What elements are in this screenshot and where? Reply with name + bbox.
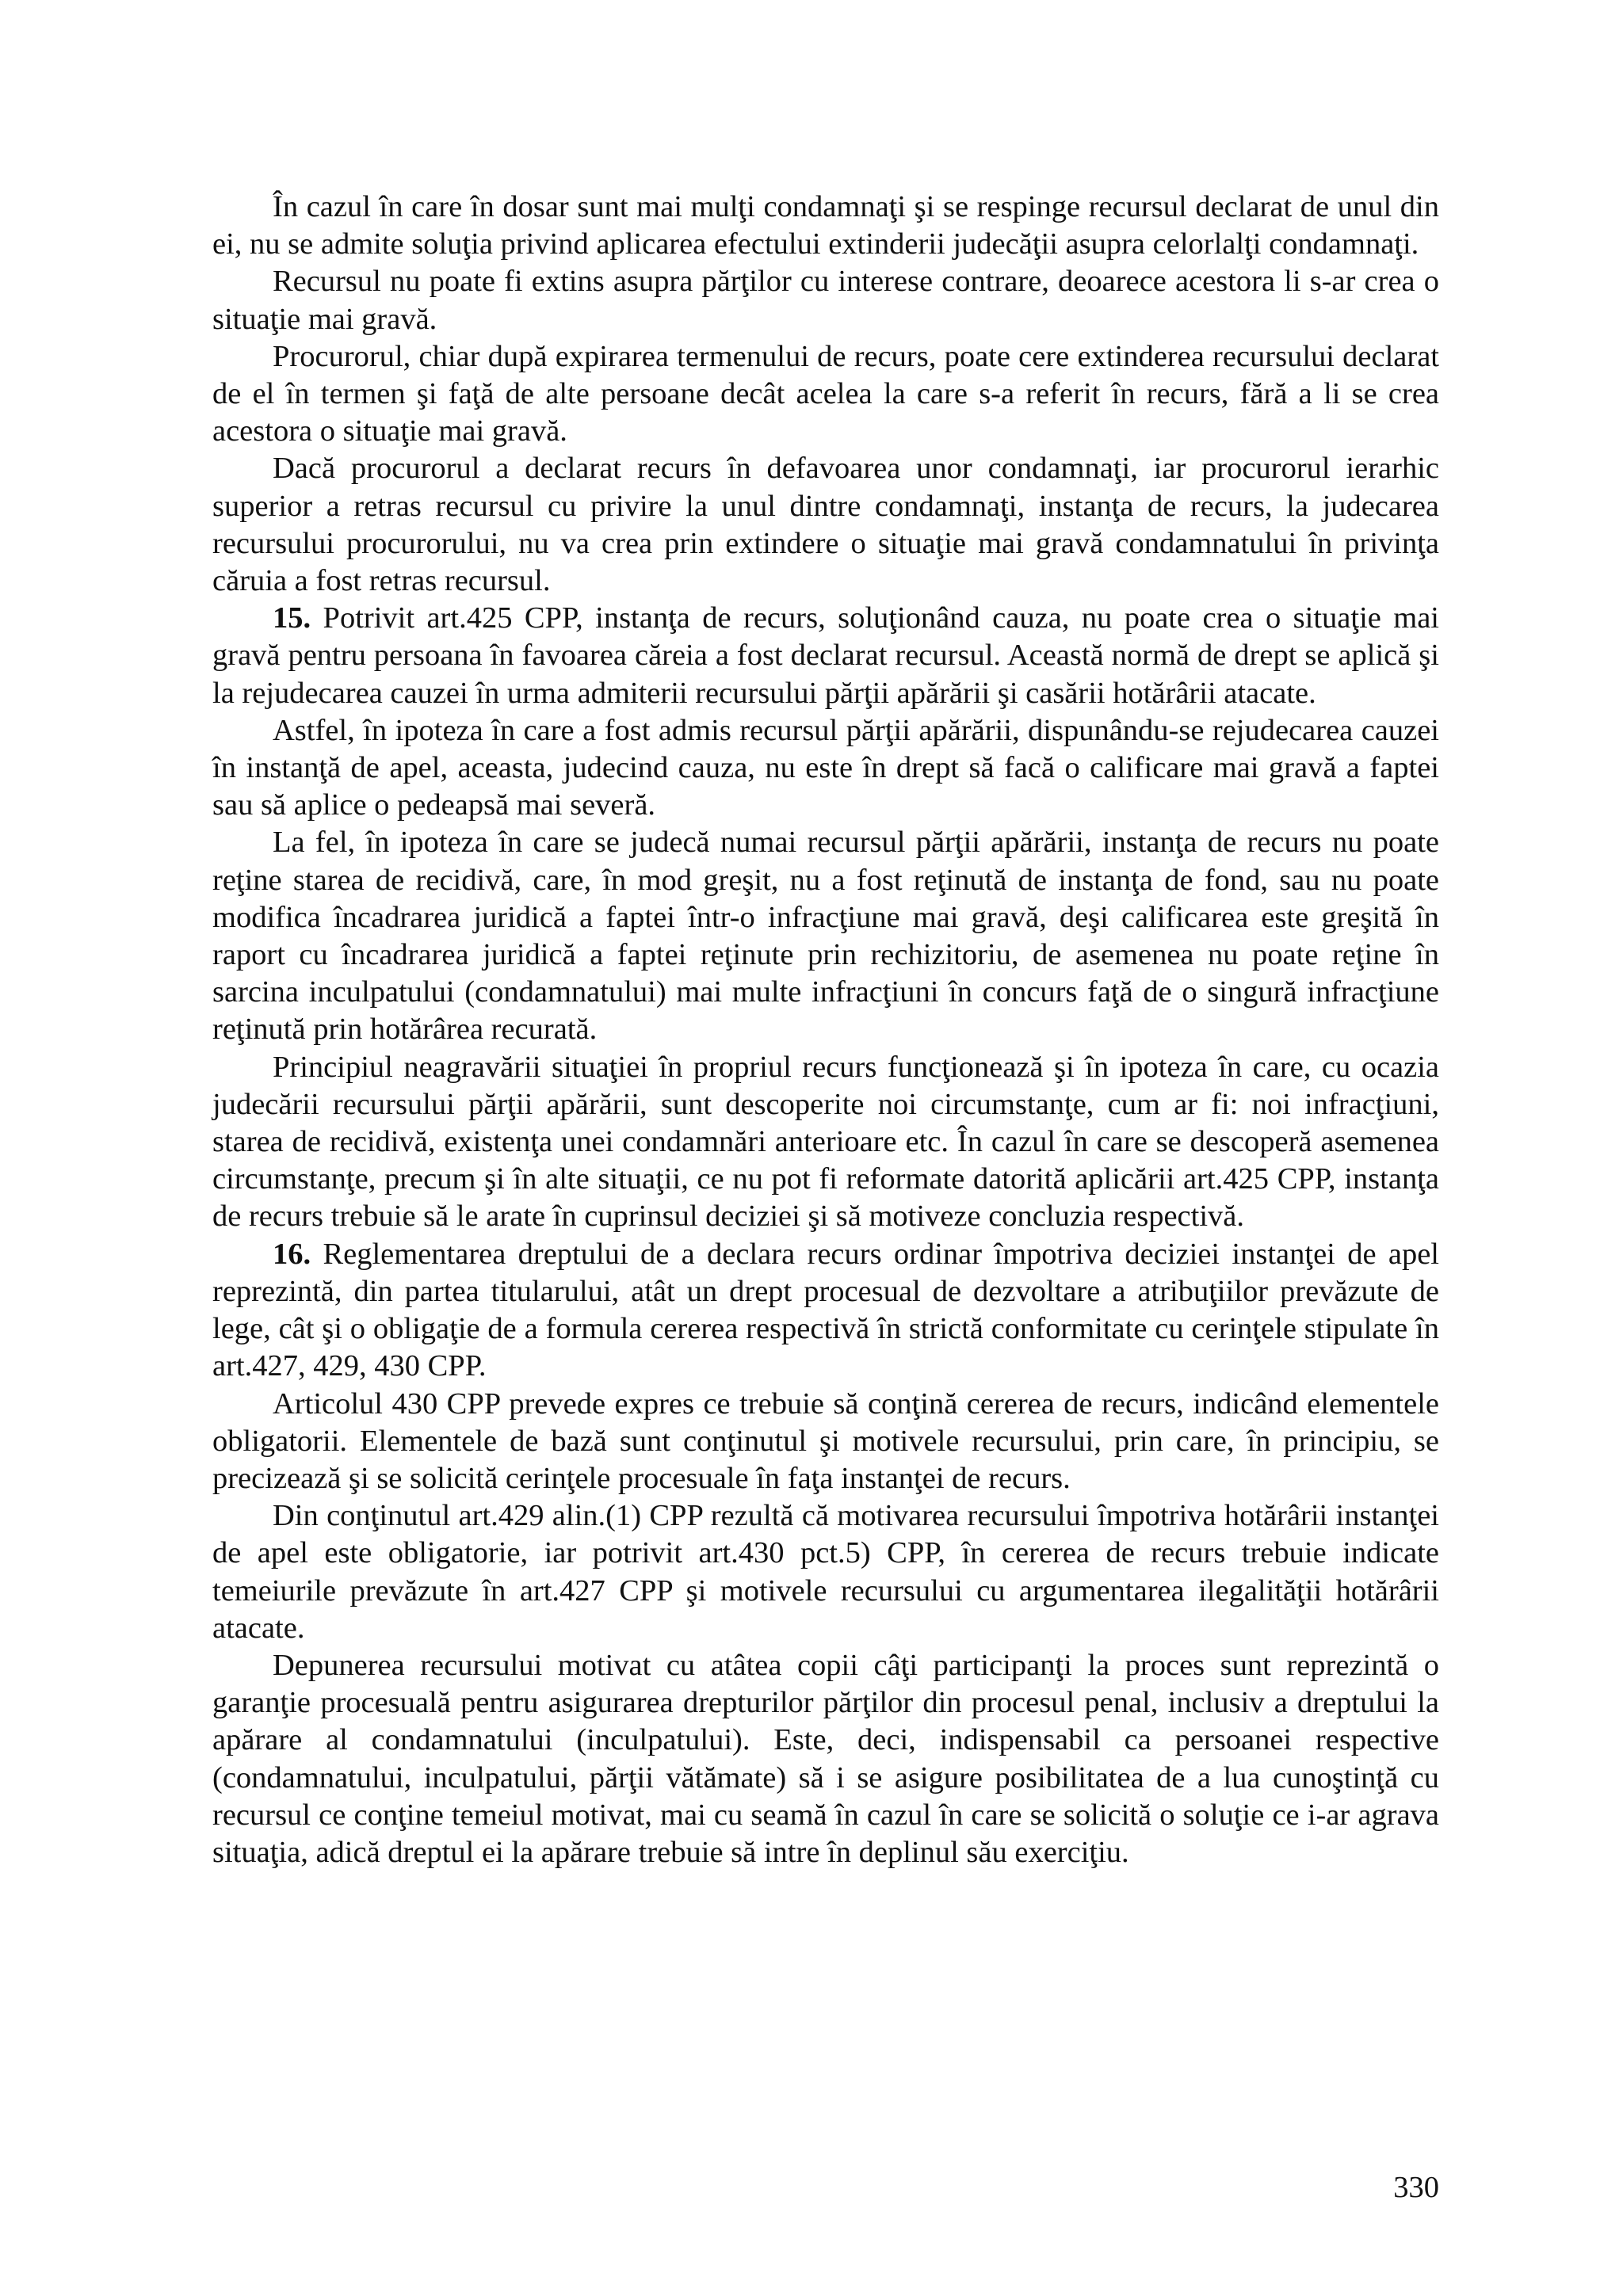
paragraph-8	[212, 1049, 1439, 1236]
paragraph-text: La fel, în ipoteza în care se judecă numai recursul părţii apărării, instanţa de recurs nu poate reţine starea de recidivă, care, în mod greşit, nu a fost reţinută de instanţa de fond, sau nu poate modifica încadrarea juridică a faptei într-o infracţiune mai gravă, deşi calificarea este greşită în raport cu încadrarea juridică a faptei reţinute prin rechizitoriu, de asemenea nu poate reţine în sarcina inculpatului (condamnatului) mai multe infracţiuni în concurs faţă de o singură infracţiune reţinută prin hotărârea recurată.	[212, 826, 1439, 1047]
paragraph-text: Recursul nu poate fi extins asupra părţilor cu interese contrare, deoarece acestora li s-ar crea o situaţie mai gravă.	[212, 265, 1439, 336]
paragraph-text: Articolul 430 CPP prevede expres ce trebuie să conţină cererea de recurs, indicând elementele obligatorii. Elementele de bază sunt conţinutul şi motivele recursului, prin care, în principiu, se precizează şi se solicită cerinţele procesuale în faţa instanţei de recurs.	[212, 1386, 1439, 1495]
paragraph-text: Principiul neagravării situaţiei în propriul recurs funcţionează şi în ipoteza în care, cu ocazia judecării recursului părţii apărării, sunt descoperite noi circumstanţe, cum ar fi: noi infracţiuni, starea de recidivă, existenţa unei condamnări anterioare etc. În cazul în care se descoperă asemenea circumstanţe, precum şi în alte situaţii, ce nu pot fi reformate datorită aplicării art.425 CPP, instanţa de recurs trebuie să le arate în cuprinsul deciziei şi să motiveze concluzia respectivă.	[212, 1050, 1439, 1234]
paragraph-9	[212, 1236, 1439, 1386]
paragraph-text: Reglementarea dreptului de a declara recurs ordinar împotriva deciziei instanţei de apel reprezintă, din partea titularului, atât un drept procesual de dezvoltare a atribuţiilor prevăzute de lege, cât şi o obligaţie de a formula cererea respectivă în strictă conformitate cu cerinţele stipulate în art.427, 429, 430 CPP.	[212, 1237, 1439, 1383]
paragraph-text: Astfel, în ipoteza în care a fost admis recursul părţii apărării, dispunându-se rejudecarea cauzei în instanţă de apel, aceasta, judecind cauza, nu este în drept să facă o calificare mai gravă a faptei sau să aplice o pedeapsă mai severă.	[212, 713, 1439, 822]
paragraph-text: Procurorul, chiar după expirarea termenului de recurs, poate cere extinderea recursului declarat de el în termen şi faţă de alte persoane decât acelea la care s-a referit în recurs, fără a li se crea acestora o situaţie mai gravă.	[212, 339, 1439, 448]
paragraph-2	[212, 263, 1439, 338]
paragraph-text: Dacă procurorul a declarat recurs în defavoarea unor condamnaţi, iar procurorul ierarhic superior a retras recursul cu privire la unul dintre condamnaţi, instanţa de recurs, la judecarea recursului procurorului, nu va crea prin extindere o situaţie mai gravă condamnatului în privinţa căruia a fost retras recursul.	[212, 452, 1439, 598]
paragraph-text: Din conţinutul art.429 alin.(1) CPP rezultă că motivarea recursului împotriva hotărârii instanţei de apel este obligatorie, iar potrivit art.430 pct.5) CPP, în cererea de recurs trebuie indicate temeiurile prevăzute în art.427 CPP şi motivele recursului cu argumentarea ilegalităţii hotărârii atacate.	[212, 1499, 1439, 1645]
paragraph-3	[212, 338, 1439, 451]
paragraph-text: Potrivit art.425 CPP, instanţa de recurs, soluţionând cauza, nu poate crea o situaţie mai gravă pentru persoana în favoarea căreia a fost declarat recursul. Această normă de drept se aplică şi la rejudecarea cauzei în urma admiterii recursului părţii apărării şi casării hotărârii atacate.	[212, 601, 1439, 710]
paragraph-4	[212, 450, 1439, 600]
paragraph-5	[212, 600, 1439, 712]
paragraph-1	[212, 189, 1439, 263]
paragraph-text: În cazul în care în dosar sunt mai mulţi condamnaţi şi se respinge recursul declarat de unul din ei, nu se admite soluţia privind aplicarea efectului extinderii judecăţii asupra celorlalţi condamnaţi.	[212, 190, 1439, 261]
paragraph-12	[212, 1647, 1439, 1871]
paragraph-7	[212, 824, 1439, 1048]
paragraph-10	[212, 1386, 1439, 1498]
paragraph-text: Depunerea recursului motivat cu atâtea copii câţi participanţi la proces sunt reprezintă o garanţie procesuală pentru asigurarea drepturilor părţilor din procesul penal, inclusiv a dreptului la apărare al condamnatului (inculpatului). Este, deci, indispensabil ca persoanei respective (condamnatului, inculpatului, părţii vătămate) să i se asigure posibilitatea de a lua cunoştinţă cu recursul ce conţine temeiul motivat, mai cu seamă în cazul în care se solicită o soluţie ce i-ar agrava situaţia, adică dreptul ei la apărare trebuie să intre în deplinul său exerciţiu.	[212, 1648, 1439, 1869]
paragraph-6	[212, 712, 1439, 825]
paragraph-number: 15.	[273, 601, 311, 635]
paragraph-number: 16.	[273, 1237, 311, 1271]
paragraph-11	[212, 1497, 1439, 1647]
document-body	[212, 189, 1439, 1871]
page-number: 330	[1393, 2171, 1439, 2204]
